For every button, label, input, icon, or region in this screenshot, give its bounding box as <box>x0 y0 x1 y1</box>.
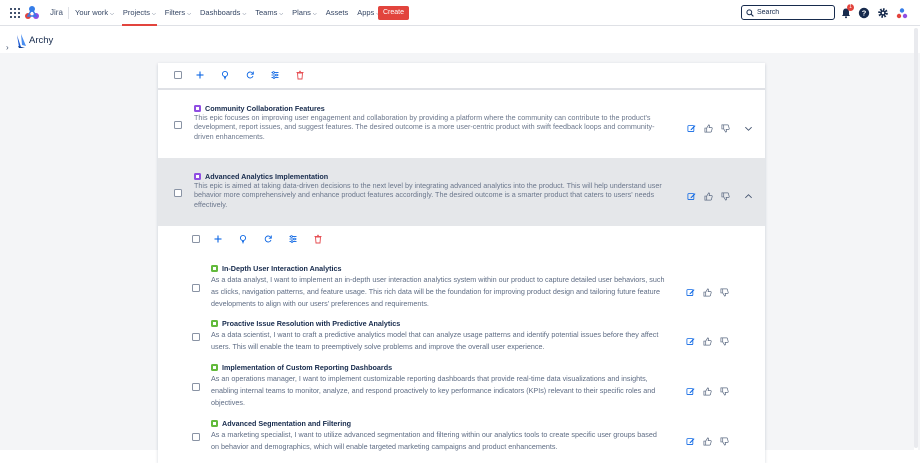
select-all-checkbox[interactable] <box>174 71 182 79</box>
epic-description-line: This epic is aimed at taking data-driven decisions to the next level by integrating advanced analytics into the product. This will help understand user <box>194 181 662 190</box>
epic-list-panel <box>158 63 765 463</box>
edit-icon[interactable] <box>687 188 696 197</box>
chevron-down-icon: ⌵ <box>242 11 247 17</box>
story-row[interactable] <box>158 263 765 310</box>
story-description-line: enabling internal teams to monitor, analyze, and respond proactively to key performance indicators (KPIs) relevant to their specific roles and <box>211 386 656 395</box>
filter-icon[interactable] <box>288 234 298 244</box>
search-icon <box>746 9 754 17</box>
nav-item-label: Assets <box>325 8 349 17</box>
sidebar-expand-icon[interactable]: › <box>6 43 9 52</box>
epic-checkbox[interactable] <box>174 189 182 197</box>
nav-item-label: Teams <box>255 8 278 17</box>
story-description-line: as clicks, navigation patterns, and feature usage. This rich data will be the foundation for improving product design and tailoring future feature <box>211 287 660 296</box>
story-toolbar <box>192 229 323 249</box>
badge-mark <box>196 175 199 178</box>
delete-icon[interactable] <box>295 70 305 80</box>
jira-logo-icon[interactable] <box>24 5 40 21</box>
nav-item-filters[interactable] <box>165 0 191 26</box>
thumbs-up-icon[interactable] <box>703 383 712 392</box>
badge-mark <box>213 322 216 325</box>
story-description-line: As a marketing specialist, I want to utilize advanced segmentation and filtering within our analytics tools to create specific user groups based <box>211 430 657 439</box>
nav-item-your-work[interactable] <box>75 0 114 26</box>
story-checkbox[interactable] <box>192 333 200 341</box>
thumbs-down-icon[interactable] <box>720 433 729 442</box>
chevron-down-icon: ⌵ <box>151 11 156 17</box>
epic-toolbar <box>174 65 305 85</box>
epic-title[interactable]: Community Collaboration Features <box>205 104 325 113</box>
idea-bulb-icon[interactable] <box>220 70 230 80</box>
chevron-up-icon[interactable] <box>744 188 753 197</box>
story-type-icon <box>211 320 218 327</box>
story-type-icon <box>211 364 218 371</box>
edit-icon[interactable] <box>686 433 695 442</box>
help-icon[interactable] <box>858 7 870 19</box>
select-all-stories-checkbox[interactable] <box>192 235 200 243</box>
story-row[interactable] <box>158 318 765 353</box>
story-description-line: users. This will enable the team to preemptively solve problems and improve the overall user experience. <box>211 342 545 351</box>
story-description-line: As a data scientist, I want to craft a predictive analytics model that can analyze usage patterns and identify potential issues before they affect <box>211 330 659 339</box>
add-icon[interactable] <box>213 234 223 244</box>
chevron-down-icon: ⌵ <box>312 11 317 17</box>
settings-icon[interactable] <box>877 7 889 19</box>
epic-description-line: This epic focuses on improving user engagement and collaboration by providing a platform where the community can contribute to the product's <box>194 113 651 122</box>
epic-type-icon <box>194 105 201 112</box>
story-row[interactable] <box>158 418 765 453</box>
add-icon[interactable] <box>195 70 205 80</box>
project-title: Archy <box>29 35 54 46</box>
app-name[interactable]: Jira <box>50 8 63 17</box>
epic-type-icon <box>194 173 201 180</box>
edit-icon[interactable] <box>686 383 695 392</box>
nav-item-dashboards[interactable] <box>200 0 246 26</box>
thumbs-up-icon[interactable] <box>703 284 712 293</box>
story-description-line: As a data analyst, I want to implement an in-depth user interaction analytics system within our product to capture detailed user behaviors, such <box>211 275 665 284</box>
profile-avatar-icon[interactable] <box>896 7 908 19</box>
primary-nav <box>75 0 389 26</box>
thumbs-up-icon[interactable] <box>704 120 713 129</box>
nav-item-assets[interactable] <box>326 0 349 26</box>
edit-icon[interactable] <box>687 120 696 129</box>
story-description-line: on behavior and demographics, which will enable targeted marketing campaigns and product enhancements. <box>211 442 558 451</box>
story-checkbox[interactable] <box>192 433 200 441</box>
create-button[interactable]: Create <box>378 6 409 20</box>
page-scrollbar-thumb[interactable] <box>914 28 918 448</box>
idea-bulb-icon[interactable] <box>238 234 248 244</box>
epic-checkbox[interactable] <box>174 121 182 129</box>
epic-description-line: behavior more comprehensively and enhance product features accordingly. The desired outcome is a smarter product that caters to users' needs <box>194 190 655 200</box>
story-type-icon <box>211 420 218 427</box>
nav-item-label: Apps <box>357 8 375 17</box>
thumbs-down-icon[interactable] <box>720 333 729 342</box>
nav-item-teams[interactable] <box>255 0 283 26</box>
refresh-icon[interactable] <box>245 70 255 80</box>
thumbs-down-icon[interactable] <box>721 188 730 197</box>
project-header <box>0 27 920 54</box>
delete-icon[interactable] <box>313 234 323 244</box>
nav-separator <box>68 7 69 19</box>
epic-title[interactable]: Advanced Analytics Implementation <box>205 172 329 181</box>
chevron-down-icon[interactable] <box>744 120 753 129</box>
chevron-down-icon: ⌵ <box>279 11 284 17</box>
epic-description-line: driven enhancements. <box>194 131 265 141</box>
edit-icon[interactable] <box>686 284 695 293</box>
notification-count-badge: 1 <box>847 4 854 11</box>
story-title[interactable]: In-Depth User Interaction Analytics <box>222 264 342 273</box>
epic-description-line: development, report issues, and suggest features. The desired outcome is a more user-centric product with swift feedback loops and community- <box>194 122 655 132</box>
search-box[interactable] <box>741 5 835 20</box>
search-input[interactable] <box>757 9 827 16</box>
svg-text:?: ? <box>861 8 867 18</box>
nav-item-label: Projects <box>122 8 150 17</box>
epic-description-line: effectively. <box>194 199 228 209</box>
chevron-down-icon: ⌵ <box>187 11 191 17</box>
badge-mark <box>213 366 216 369</box>
nav-item-projects[interactable] <box>123 0 156 26</box>
thumbs-up-icon[interactable] <box>704 188 713 197</box>
refresh-icon[interactable] <box>263 234 273 244</box>
story-description-line: developments to align with our users' preferences and requirements. <box>211 299 429 308</box>
story-checkbox[interactable] <box>192 383 200 391</box>
badge-mark <box>196 107 199 110</box>
nav-item-label: Dashboards <box>199 8 241 17</box>
thumbs-up-icon[interactable] <box>703 333 712 342</box>
story-checkbox[interactable] <box>192 284 200 292</box>
nav-item-label: Your work <box>75 8 109 17</box>
nav-item-plans[interactable] <box>292 0 317 26</box>
nav-item-label: Plans <box>292 8 311 17</box>
story-description-line: objectives. <box>211 398 245 407</box>
nav-item-apps[interactable] <box>357 0 380 26</box>
top-navigation-bar <box>0 0 920 26</box>
archy-logo-icon <box>15 33 27 49</box>
chevron-down-icon: ⌵ <box>110 11 114 17</box>
story-title[interactable]: Proactive Issue Resolution with Predictive Analytics <box>222 319 401 328</box>
app-grid-icon[interactable] <box>10 8 20 18</box>
epic-row[interactable] <box>158 90 765 157</box>
story-type-icon <box>211 265 218 272</box>
edit-icon[interactable] <box>686 333 695 342</box>
thumbs-down-icon[interactable] <box>720 284 729 293</box>
story-row[interactable] <box>158 362 765 409</box>
thumbs-down-icon[interactable] <box>721 120 730 129</box>
story-title[interactable]: Advanced Segmentation and Filtering <box>222 419 351 428</box>
story-title[interactable]: Implementation of Custom Reporting Dashboards <box>222 363 393 372</box>
badge-mark <box>213 267 216 270</box>
epic-row[interactable] <box>158 158 765 226</box>
nav-item-label: Filters <box>164 8 186 17</box>
thumbs-up-icon[interactable] <box>703 433 712 442</box>
filter-icon[interactable] <box>270 70 280 80</box>
thumbs-down-icon[interactable] <box>720 383 729 392</box>
badge-mark <box>213 422 216 425</box>
story-description-line: As an operations manager, I want to implement customizable reporting dashboards that provide real-time data visualizations and insights, <box>211 374 648 383</box>
